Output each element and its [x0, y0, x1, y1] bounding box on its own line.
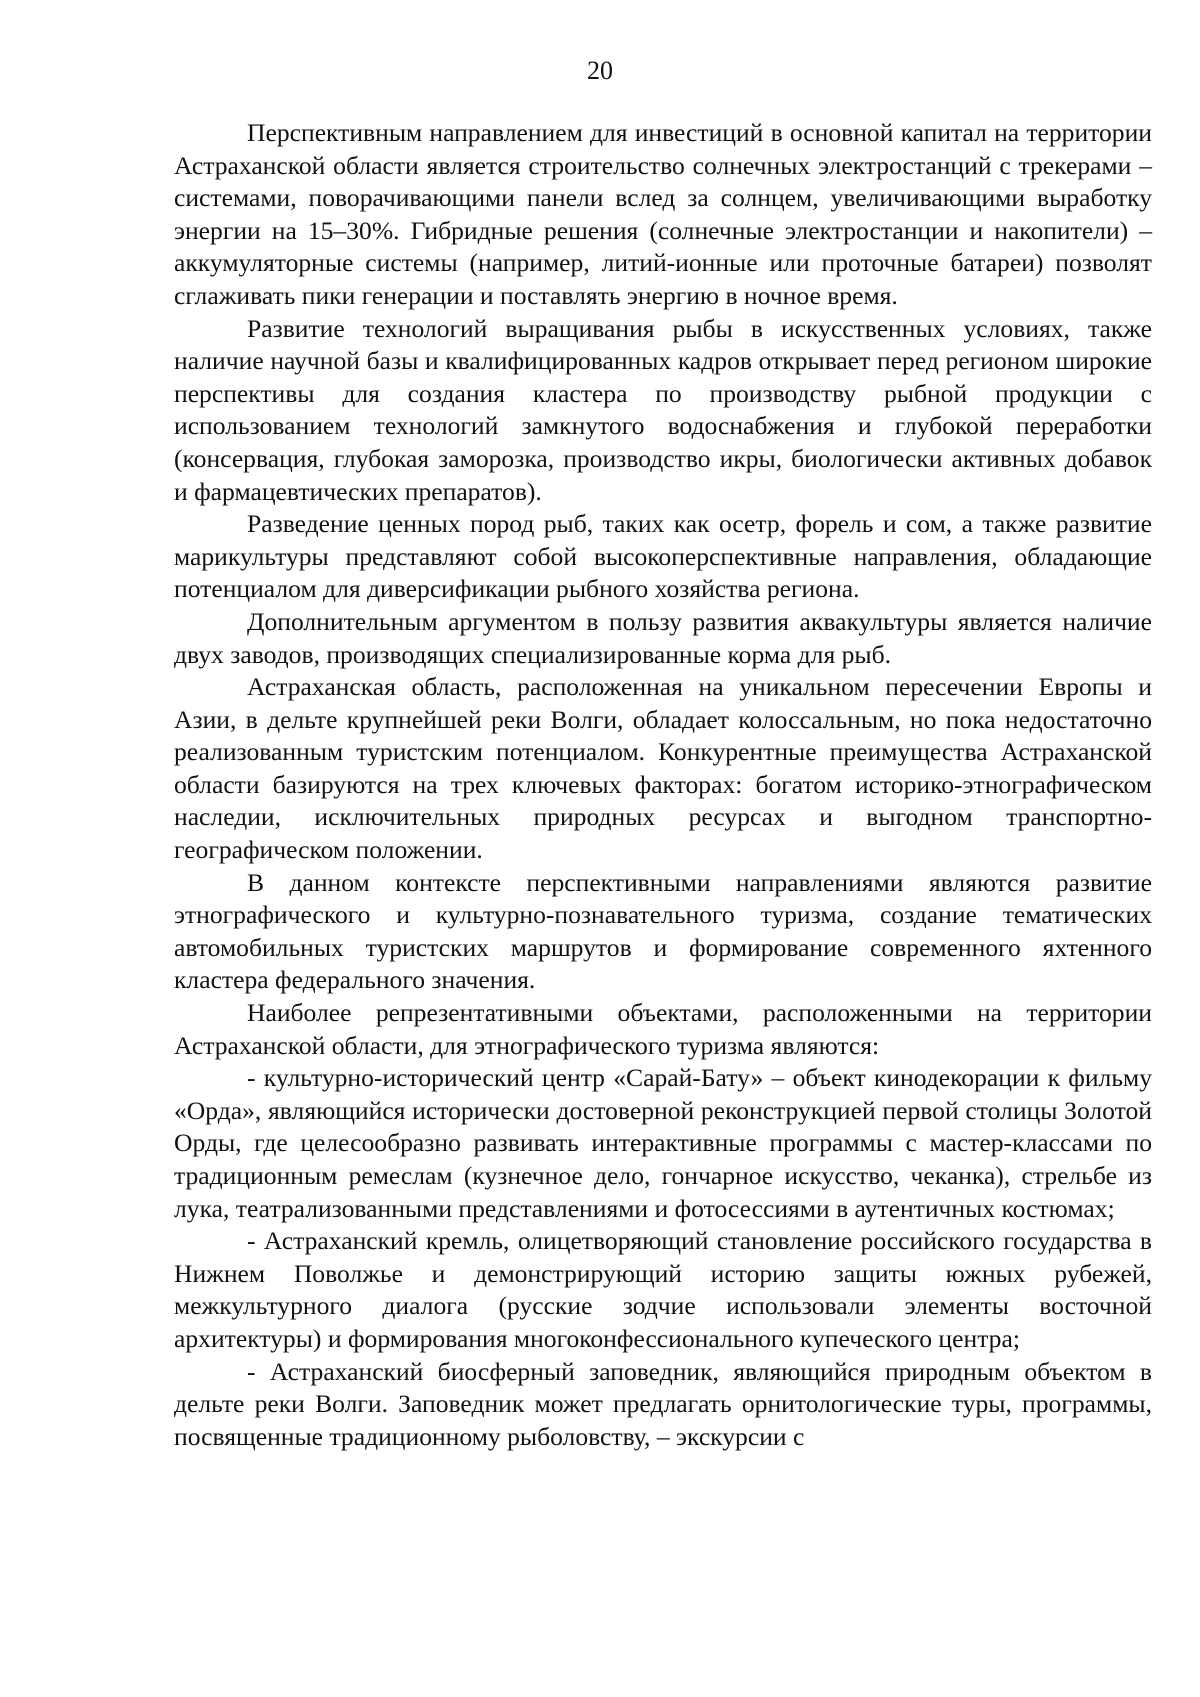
list-item-biosphere-reserve: - Астраханский биосферный заповедник, являющийся природным объектом в дельте реки Волги. Заповедник может предлагать орнитологические туры, программы, посвященные традиционному рыболовству, – экскурсии с — [174, 1356, 1152, 1451]
list-item-saray-batu: - культурно-исторический центр «Сарай-Бату» – объект кинодекорации к фильму «Орда», являющийся исторически достоверной реконструкцией первой столицы Золотой Орды, где целесообразно развивать интерактивные программы с мастер-классами по традиционным ремеслам (кузнечное дело, гончарное искусство, чеканка), стрельбе из лука, театрализованными представлениями и фотосессиями в аутентичных костюмах; — [174, 1063, 1152, 1223]
paragraph-tourism-directions: В данном контексте перспективными направлениями являются развитие этнографического и культурно-познавательного туризма, создание тематических автомобильных туристских маршрутов и формирование современного яхтенного кластера федерального значения. — [174, 867, 1152, 995]
paragraph-valuable-fish-breeding: Разведение ценных пород рыб, таких как осетр, форель и сом, а также развитие марикультуры представляют собой высокоперспективные направления, обладающие потенциалом для диверсификации рыбного хозяйства региона. — [174, 509, 1152, 604]
paragraph-solar-investment: Перспективным направлением для инвестиций в основной капитал на территории Астраханской области является строительство солнечных электростанций с трекерами – системами, поворачивающими панели вслед за солнцем, увеличивающими выработку энергии на 15–30%. Гибридные решения (солнечные электростанции и накопители) – аккумуляторные системы (например, литий-ионные или проточные батареи) позволят сглаживать пики генерации и поставлять энергию в ночное время. — [174, 118, 1152, 310]
document-body — [174, 117, 1152, 1453]
paragraph-feed-plants: Дополнительным аргументом в пользу развития аквакультуры является наличие двух заводов, производящих специализированные корма для рыб. — [174, 606, 1152, 669]
paragraph-fish-farming: Развитие технологий выращивания рыбы в искусственных условиях, также наличие научной базы и квалифицированных кадров открывает перед регионом широкие перспективы для создания кластера по производству рыбной продукции с использованием технологий замкнутого водоснабжения и глубокой переработки (консервация, глубокая заморозка, производство икры, биологически активных добавок и фармацевтических препаратов). — [174, 313, 1152, 506]
list-item-astrakhan-kremlin: - Астраханский кремль, олицетворяющий становление российского государства в Нижнем Поволжье и демонстрирующий историю защиты южных рубежей, межкультурного диалога (русские зодчие использовали элементы восточной архитектуры) и формирования многоконфессионального купеческого центра; — [174, 1226, 1152, 1353]
page-number: 20 — [587, 56, 613, 85]
paragraph-tourism-potential: Астраханская область, расположенная на уникальном пересечении Европы и Азии, в дельте крупнейшей реки Волги, обладает колоссальным, но пока недостаточно реализованным туристским потенциалом. Конкурентные преимущества Астраханской области базируются на трех ключевых факторах: богатом историко-этнографическом наследии, исключительных природных ресурсах и выгодном транспортно-географическом положении. — [174, 672, 1152, 865]
paragraph-ethnographic-objects-intro: Наиболее репрезентативными объектами, расположенными на территории Астраханской области, для этнографического туризма являются: — [174, 998, 1152, 1060]
